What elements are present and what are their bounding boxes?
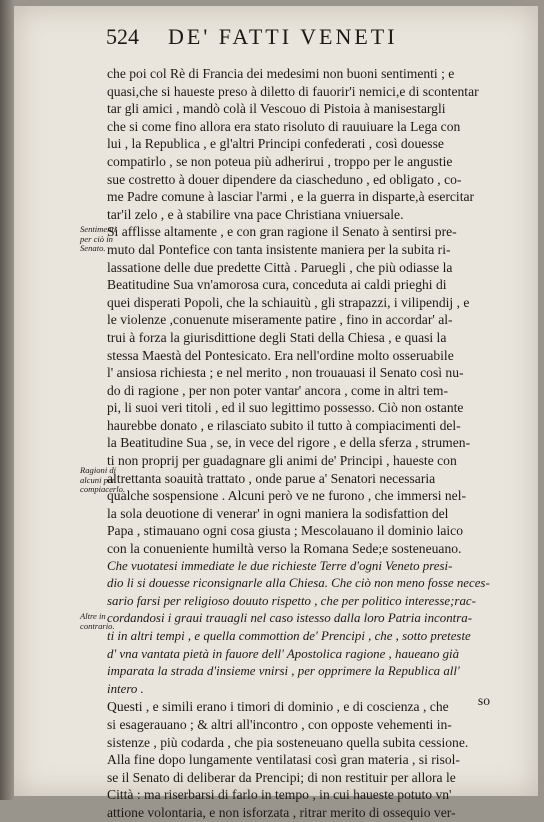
text-line: le violenze ,conuenute miseramente patire , fino in accordar' al- — [107, 312, 453, 328]
text-line: Alla fine dopo lungamente ventilatasi così gran materia , si risol- — [107, 752, 460, 768]
text-line: d' vna vantata pietà in fauore dell' Apostolica ragione , haueano già — [107, 646, 460, 661]
text-line: la Beatitudine Sua , se, in vece del rigore , e della sferza , strumen- — [107, 435, 471, 451]
text-line: compatirlo , se non poteua più adherirui , troppo per le angustie — [107, 153, 453, 169]
text-line: quasi,che si haueste preso à diletto di fauorir'i nemici,e di scontentar — [107, 83, 479, 99]
text-line: cordandosi i graui trauagli nel caso istesso dalla loro Patria incontra- — [107, 611, 472, 626]
text-line: me Padre comune à lasciar l'armi , e la guerra in disparte,à esercitar — [107, 189, 475, 205]
body-text — [107, 65, 511, 822]
text-line: che si come fino allora era stato risoluto di rauuiuare la Lega con — [107, 118, 461, 134]
text-line: muto dal Pontefice con tanta insistente maniera per la subita ri- — [107, 241, 451, 257]
text-line: Papa , stimauano ogni cosa giusta ; Mescolauano il dominio laico — [107, 523, 464, 539]
text-line: do di ragione , per non poter vantar' ancora , come in altri tem- — [107, 382, 449, 398]
text-line: Si afflisse altamente , e con gran ragione il Senato à sentirsi pre- — [107, 224, 457, 240]
text-line: la sola deuotione di venerar' in ogni maniera la sodisfattion del — [107, 505, 449, 521]
text-line: Città : ma riserbarsi di farlo in tempo , in cui haueste potuto vn' — [107, 787, 452, 803]
text-line: altrettanta soauità trattato , onde parue a' Senatori necessaria — [107, 470, 436, 486]
book-gutter-shadow — [0, 0, 14, 800]
page-number: 524 — [106, 24, 139, 49]
text-line: stessa Maestà del Pontesicato. Era nell'ordine molto osseruabile — [107, 347, 454, 363]
text-line: lassatione delle due predette Città . Paruegli , che più odiasse la — [107, 259, 453, 275]
margin-note: Sentimenti per ciò in Senato. — [80, 224, 117, 254]
text-line: Che vuotatesi immediate le due richieste Terre d'ogni Veneto presi- — [107, 558, 453, 573]
text-line: imparata la strada d'insieme vnirsi , per opprimere la Republica all' — [107, 664, 460, 679]
text-line: tar gli amici , mandò colà il Vescouo di Pistoia à manisestargli — [107, 101, 446, 117]
text-line: quei disperati Popoli, che la schiauitù , gli strapazzi, i vilipendij , e — [107, 294, 470, 310]
text-line: intero . — [107, 681, 144, 696]
catchword: so — [477, 693, 490, 708]
text-line: con la conueniente humiltà verso la Romana Sede;e sosteneuano. — [107, 541, 462, 557]
text-line: Questi , e simili erano i timori di dominio , e di coscienza , che — [107, 699, 449, 715]
text-line: che poi col Rè di Francia dei medesimi non buoni sentimenti ; e — [107, 66, 455, 81]
text-line: qualche sospensione . Alcuni però ve ne furono , che immersi nel- — [107, 488, 466, 504]
text-line: ti in altri tempi , e quella commottion de' Prencipi , che , sotto preteste — [107, 629, 471, 643]
text-line: haurebbe donato , e rilasciato subito il tutto à compiacimenti del- — [107, 417, 461, 433]
text-line: Beatitudine Sua vn'amorosa cura, conceduta ai caldi prieghi di — [107, 277, 447, 293]
running-title: DE' FATTI VENETI — [168, 24, 398, 49]
text-line: tar'il zelo , e à stabilire vna pace Christiana vniuersale. — [107, 206, 404, 222]
text-line: lui , la Republica , e gl'altri Principi confederati , così douesse — [107, 136, 444, 152]
text-line: l' ansiosa richiesta ; e nel merito , non trouauasi il Senato così nu- — [107, 365, 464, 381]
text-line: dio li si douesse riconsignarle alla Chiesa. Che ciò non meno fosse neces- — [107, 576, 490, 591]
text-line: sue costretto à douer dipendere da ciascheduno , ed obligato , co- — [107, 171, 462, 187]
text-line: pi, li suoi veri titoli , ed il suo legittimo possesso. Ciò non ostante — [107, 400, 464, 416]
margin-note: Ragioni di alcuni per compiacerlo. — [80, 465, 126, 495]
margin-note: Altre in contrario. — [80, 611, 115, 631]
text-line: se il Senato di deliberar da Prencipi; di non restituir per allora le — [107, 769, 456, 785]
text-line: sistenze , più codarda , che pia sosteneuano quella subita cessione. — [107, 734, 469, 750]
text-line: si esagerauano ; & altri all'incontro , con opposte vehementi in- — [107, 716, 452, 732]
text-line: sario farsi per religioso douuto rispetto , che per politico interesse;rac- — [107, 593, 476, 608]
text-line: attione volontaria, e non isforzata , ritrar merito di ossequio ver- — [107, 804, 456, 820]
text-line: ti non proprij per guadagnare gli animi de' Principi , haueste con — [107, 453, 457, 469]
page-header — [96, 24, 516, 50]
text-line: trui à forza la giurisdittione degli Stati della Chiesa , e quasi la — [107, 329, 447, 345]
